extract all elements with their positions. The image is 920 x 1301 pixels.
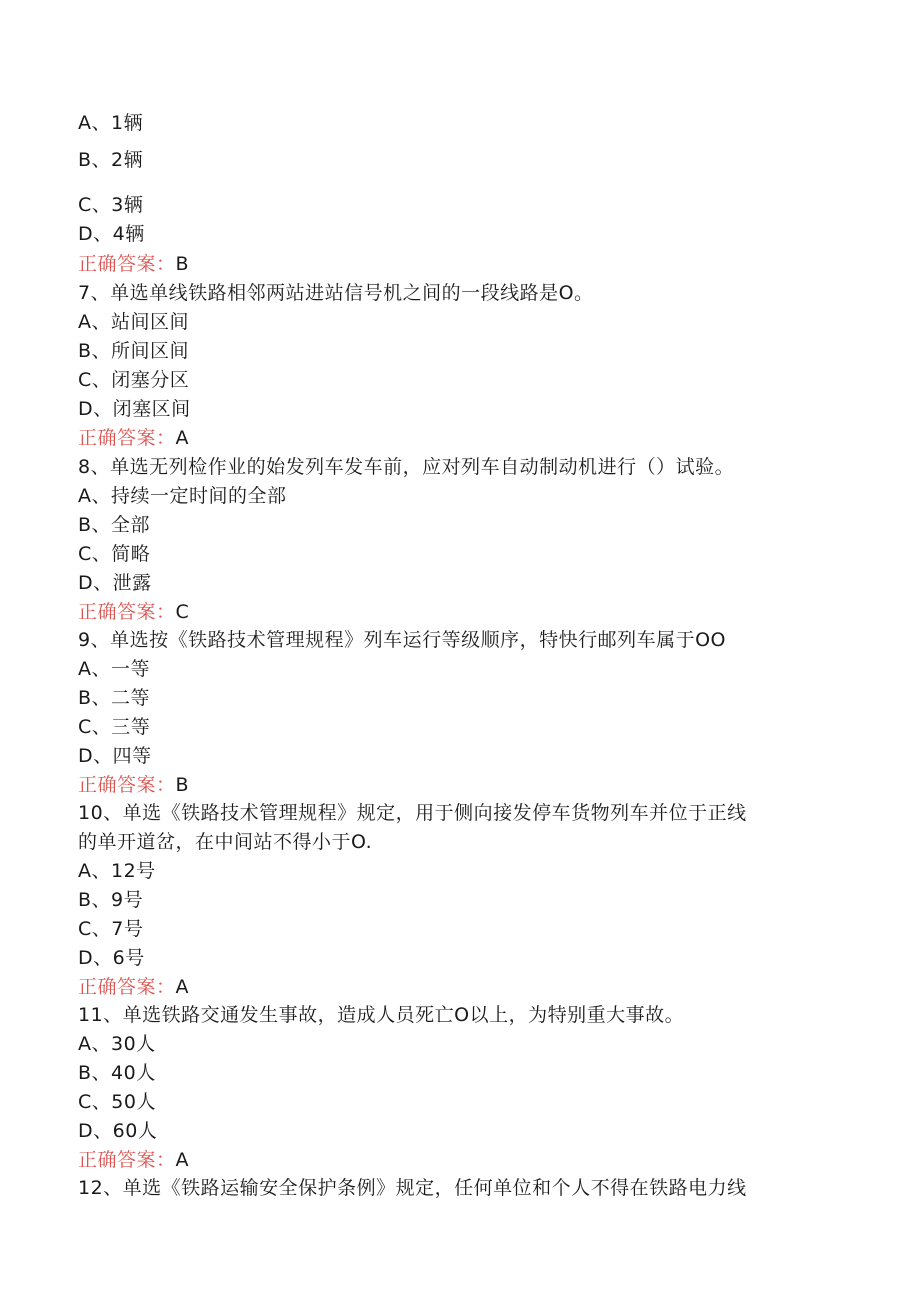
- q11-answer-label: 正确答案：: [78, 1149, 176, 1171]
- q8-option-a: A、持续一定时间的全部: [78, 485, 287, 507]
- q7-option-d: D、闭塞区间: [78, 398, 191, 420]
- q10-option-d: D、6号: [78, 947, 145, 969]
- q10-option-b: B、9号: [78, 889, 144, 911]
- q11-option-a: A、30人: [78, 1033, 156, 1055]
- q10-answer-value: A: [175, 976, 190, 998]
- q7-answer: [78, 425, 189, 451]
- q9-option-c: C、三等: [78, 716, 151, 738]
- q6-option-b: B、2辆: [78, 149, 144, 171]
- q10-answer: [78, 974, 189, 1000]
- q11-answer: [78, 1147, 189, 1173]
- q6-answer-value: B: [175, 253, 190, 275]
- q11-option-d: D、60人: [78, 1120, 158, 1142]
- q10-option-a: A、12号: [78, 860, 156, 882]
- q9-option-a: A、一等: [78, 658, 150, 680]
- q7-stem: 7、单选单线铁路相邻两站进站信号机之间的一段线路是O。: [78, 282, 594, 304]
- q11-stem: 11、单选铁路交通发生事故，造成人员死亡O以上，为特别重大事故。: [78, 1004, 685, 1026]
- q8-answer-value: C: [175, 601, 190, 623]
- q9-answer-value: B: [175, 774, 190, 796]
- q8-option-c: C、简略: [78, 543, 151, 565]
- q9-answer-label: 正确答案：: [78, 774, 176, 796]
- q11-answer-value: A: [175, 1149, 190, 1171]
- q6-answer: [78, 251, 189, 277]
- q7-option-c: C、闭塞分区: [78, 369, 190, 391]
- q8-answer-label: 正确答案：: [78, 601, 176, 623]
- q9-answer: [78, 772, 189, 798]
- q12-stem: 12、单选《铁路运输安全保护条例》规定，任何单位和个人不得在铁路电力线: [78, 1177, 747, 1199]
- q10-stem-line2: 的单开道岔，在中间站不得小于O.: [78, 831, 373, 853]
- q6-option-d: D、4辆: [78, 223, 145, 245]
- q11-option-c: C、50人: [78, 1091, 156, 1113]
- q9-option-d: D、四等: [78, 745, 152, 767]
- q8-answer: [78, 599, 189, 625]
- q7-option-a: A、站间区间: [78, 311, 189, 333]
- q7-option-b: B、所间区间: [78, 340, 190, 362]
- q8-stem: 8、单选无列检作业的始发列车发车前，应对列车自动制动机进行（）试验。: [78, 456, 735, 478]
- q6-answer-label: 正确答案：: [78, 253, 176, 275]
- q7-answer-value: A: [175, 427, 190, 449]
- q8-option-b: B、全部: [78, 514, 151, 536]
- q10-stem-line1: 10、单选《铁路技术管理规程》规定，用于侧向接发停车货物列车并位于正线: [78, 802, 747, 824]
- q7-answer-label: 正确答案：: [78, 427, 176, 449]
- q9-option-b: B、二等: [78, 687, 151, 709]
- q9-stem: 9、单选按《铁路技术管理规程》列车运行等级顺序，特快行邮列车属于OO: [78, 629, 727, 651]
- q6-option-a: A、1辆: [78, 112, 144, 134]
- q10-option-c: C、7号: [78, 918, 144, 940]
- q11-option-b: B、40人: [78, 1062, 156, 1084]
- q8-option-d: D、泄露: [78, 572, 152, 594]
- q6-option-c: C、3辆: [78, 194, 144, 216]
- q10-answer-label: 正确答案：: [78, 976, 176, 998]
